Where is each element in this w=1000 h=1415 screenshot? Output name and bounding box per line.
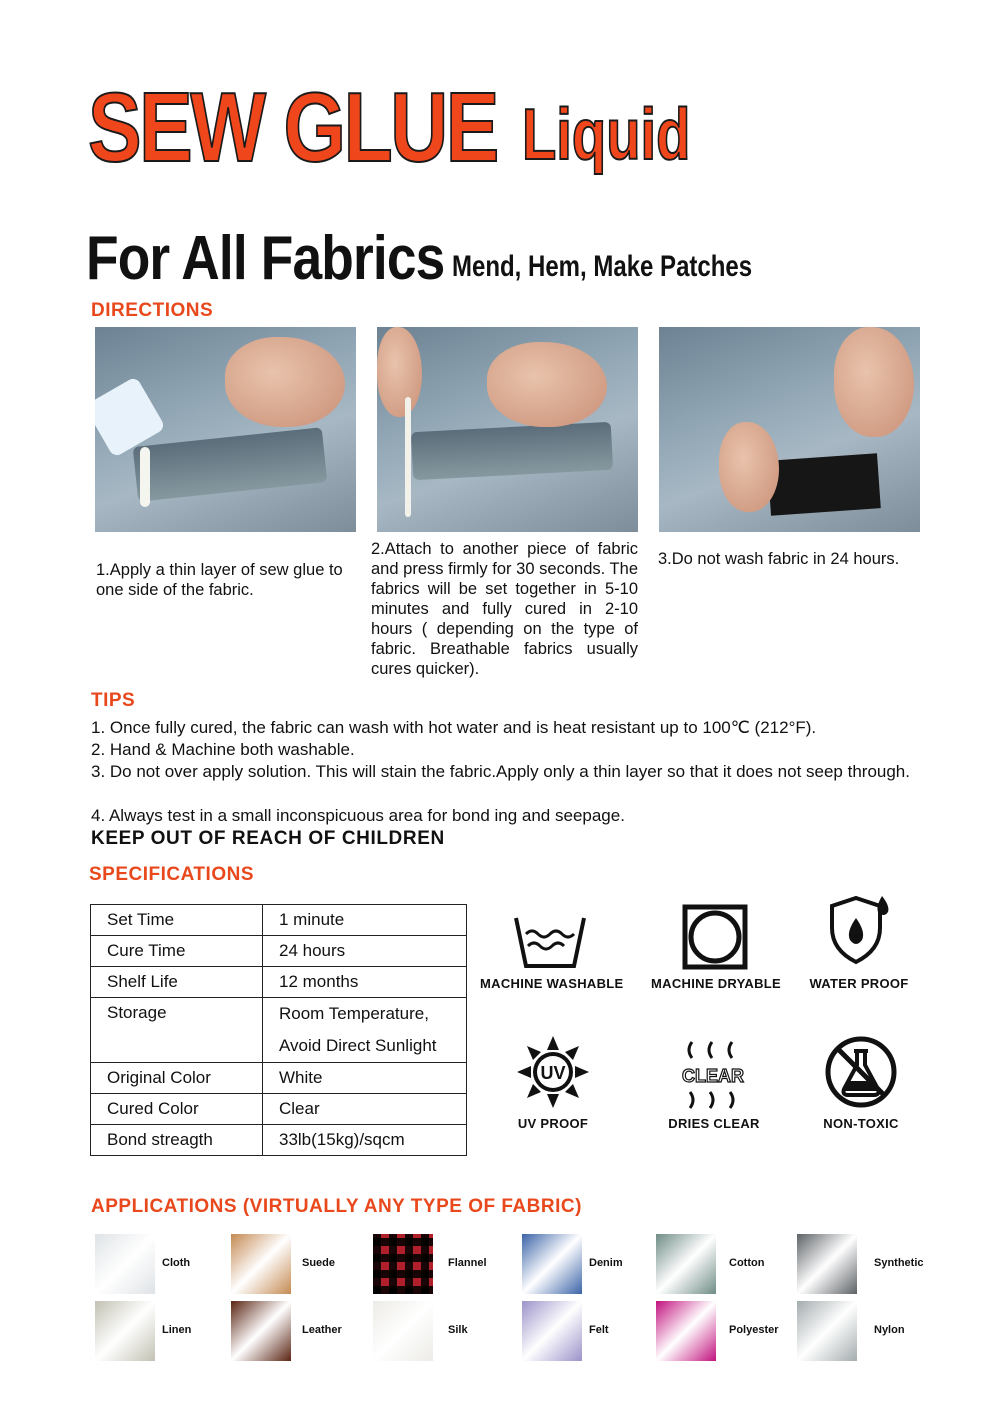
spec-key: Cured Color: [91, 1094, 263, 1125]
tip-1: 1. Once fully cured, the fabric can wash with hot water and is heat resistant up to 100℃ (212°F).: [91, 718, 817, 737]
spec-key: Bond streagth: [91, 1125, 263, 1156]
fabric-label: Denim: [589, 1257, 623, 1269]
warning-text: KEEP OUT OF REACH OF CHILDREN: [91, 828, 445, 849]
tip-4: 4. Always test in a small inconspicuous area for bond ing and seepage.: [91, 806, 625, 825]
fabric-label: Linen: [162, 1324, 192, 1336]
fabric-swatch-suede: [231, 1234, 291, 1294]
fabric-swatch-flannel: [373, 1234, 433, 1294]
product-title-suffix: Liquid: [522, 95, 691, 175]
step-2-text: 2.Attach to another piece of fabric and press firmly for 30 seconds. The fabrics will be set together in 5-10 minutes and fully cured in 2-10 hours ( depending on the type of fabric. Breathable fabrics usually cures quicker).: [371, 540, 638, 678]
fabric-label: Nylon: [874, 1324, 905, 1336]
fabric-label: Flannel: [448, 1257, 487, 1269]
feature-label: NON-TOXIC: [823, 1116, 899, 1131]
spec-value: [263, 998, 467, 1063]
fabric-swatch-leather: [231, 1301, 291, 1361]
water-proof-icon: [826, 894, 894, 966]
machine-washable-icon: [512, 914, 588, 970]
table-row: [91, 1063, 467, 1094]
spec-value: Clear: [263, 1094, 467, 1125]
fabric-label: Felt: [589, 1324, 609, 1336]
product-subtitle: For All Fabrics: [86, 224, 445, 293]
fabric-label: Polyester: [729, 1324, 779, 1336]
feature-label: WATER PROOF: [809, 976, 909, 991]
fabric-label: Suede: [302, 1257, 336, 1269]
product-subtitle-suffix: Mend, Hem, Make Patches: [452, 250, 753, 283]
spec-key: Set Time: [91, 905, 263, 936]
applications-heading: APPLICATIONS (VIRTUALLY ANY TYPE OF FABRIC): [91, 1196, 582, 1217]
product-title: SEW GLUE: [88, 72, 497, 182]
table-row: [91, 1094, 467, 1125]
feature-label: DRIES CLEAR: [668, 1116, 760, 1131]
table-row: [91, 998, 467, 1063]
fabric-label: Synthetic: [874, 1257, 924, 1269]
tips-heading: TIPS: [91, 690, 136, 711]
fabric-swatch-denim: [522, 1234, 582, 1294]
spec-key: Storage: [91, 998, 263, 1063]
uv-proof-icon: [517, 1036, 589, 1108]
dries-clear-icon: [678, 1038, 748, 1112]
directions-heading: DIRECTIONS: [91, 300, 214, 321]
feature-label: MACHINE WASHABLE: [480, 976, 624, 991]
fabric-label: Silk: [448, 1324, 468, 1336]
specifications-table: [90, 904, 467, 1156]
fabric-swatch-linen: [95, 1301, 155, 1361]
uv-icon-text: UV: [540, 1063, 566, 1083]
non-toxic-icon: [824, 1035, 898, 1109]
machine-dryable-icon: [682, 904, 748, 970]
spec-value: White: [263, 1063, 467, 1094]
step-2-photo: [377, 327, 638, 532]
fabric-swatch-silk: [373, 1301, 433, 1361]
fabric-swatch-cotton: [656, 1234, 716, 1294]
fabric-label: Cotton: [729, 1257, 765, 1269]
spec-value-line-1: Room Temperature,: [279, 1004, 429, 1023]
step-3-photo: [659, 327, 920, 532]
fabric-swatch-cloth: [95, 1234, 155, 1294]
table-row: [91, 967, 467, 998]
spec-value: 1 minute: [263, 905, 467, 936]
specifications-heading: SPECIFICATIONS: [89, 864, 254, 885]
fabric-label: Leather: [302, 1324, 342, 1336]
spec-value: 24 hours: [263, 936, 467, 967]
tip-3: 3. Do not over apply solution. This will stain the fabric.Apply only a thin layer so that it does not seep through.: [91, 762, 910, 781]
spec-value: 12 months: [263, 967, 467, 998]
spec-key: Original Color: [91, 1063, 263, 1094]
fabric-swatch-nylon: [797, 1301, 857, 1361]
table-row: [91, 936, 467, 967]
fabric-swatch-polyester: [656, 1301, 716, 1361]
step-1-photo: [95, 327, 356, 532]
spec-value-line-2: Avoid Direct Sunlight: [279, 1036, 437, 1055]
table-row: [91, 1125, 467, 1156]
table-row: [91, 905, 467, 936]
clear-icon-text: CLEAR: [682, 1066, 744, 1086]
step-3-text: 3.Do not wash fabric in 24 hours.: [658, 550, 900, 568]
fabric-swatch-felt: [522, 1301, 582, 1361]
fabric-label: Cloth: [162, 1257, 191, 1269]
tip-2: 2. Hand & Machine both washable.: [91, 740, 355, 759]
feature-label: MACHINE DRYABLE: [651, 976, 781, 991]
feature-label: UV PROOF: [517, 1116, 589, 1131]
spec-key: Shelf Life: [91, 967, 263, 998]
spec-value: 33lb(15kg)/sqcm: [263, 1125, 467, 1156]
spec-key: Cure Time: [91, 936, 263, 967]
fabric-swatch-synthetic: [797, 1234, 857, 1294]
step-1-text: 1.Apply a thin layer of sew glue to one side of the fabric.: [96, 561, 343, 599]
